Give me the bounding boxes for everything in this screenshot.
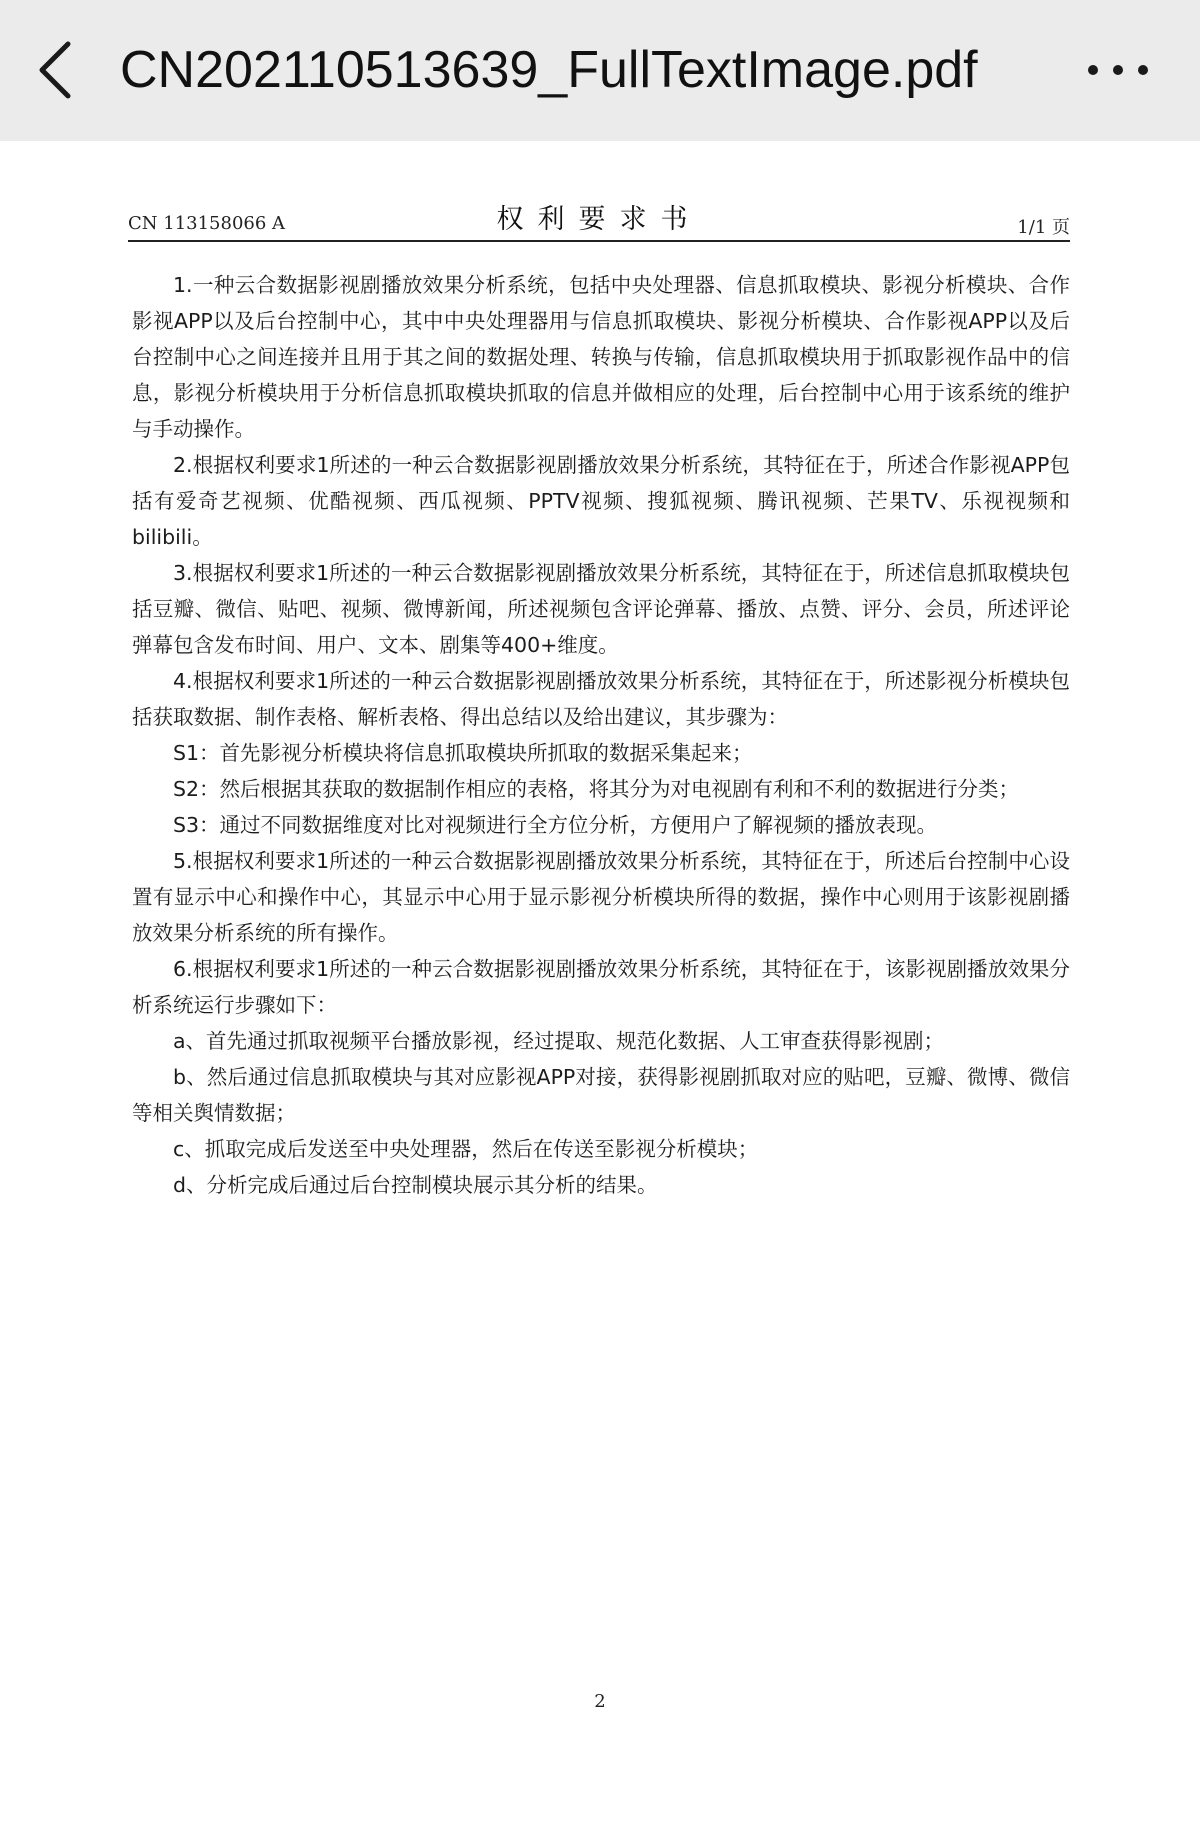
claim-paragraph: 4.根据权利要求1所述的一种云合数据影视剧播放效果分析系统，其特征在于，所述影视分析模块包括获取数据、制作表格、解析表格、得出总结以及给出建议，其步骤为： <box>132 669 1070 729</box>
document-title: 权利要求书 <box>496 204 702 235</box>
top-bar <box>0 0 1200 141</box>
more-options-button[interactable] <box>1076 40 1176 100</box>
back-button[interactable] <box>30 30 92 110</box>
file-name-title: CN202110513639_FullTextImage.pdf <box>120 41 978 99</box>
claim-paragraph: 6.根据权利要求1所述的一种云合数据影视剧播放效果分析系统，其特征在于，该影视剧播放效果分析系统运行步骤如下： <box>132 957 1070 1017</box>
more-horizontal-icon <box>1076 40 1176 100</box>
document-header <box>128 197 1070 237</box>
chevron-left-icon <box>30 30 92 110</box>
claim-paragraph: 3.根据权利要求1所述的一种云合数据影视剧播放效果分析系统，其特征在于，所述信息抓取模块包括豆瓣、微信、贴吧、视频、微博新闻，所述视频包含评论弹幕、播放、点赞、评分、会员，所述评论弹幕包含发布时间、用户、文本、剧集等400+维度。 <box>132 561 1070 657</box>
claim-step: S2：然后根据其获取的数据制作相应的表格，将其分为对电视剧有利和不利的数据进行分类； <box>173 777 1020 801</box>
claim-step: S1：首先影视分析模块将信息抓取模块所抓取的数据采集起来； <box>173 741 753 765</box>
claim-paragraph: 2.根据权利要求1所述的一种云合数据影视剧播放效果分析系统，其特征在于，所述合作影视APP包括有爱奇艺视频、优酷视频、西瓜视频、PPTV视频、搜狐视频、腾讯视频、芒果TV、乐视视频和bilibili。 <box>132 453 1070 549</box>
publication-number: CN 113158066 A <box>128 213 286 234</box>
claim-step: d、分析完成后通过后台控制模块展示其分析的结果。 <box>173 1173 658 1197</box>
claim-paragraph: 1.一种云合数据影视剧播放效果分析系统，包括中央处理器、信息抓取模块、影视分析模块、合作影视APP以及后台控制中心，其中中央处理器用与信息抓取模块、影视分析模块、合作影视APP以及后台控制中心之间连接并且用于其之间的数据处理、转换与传输，信息抓取模块用于抓取影视作品中的信息，影视分析模块用于分析信息抓取模块抓取的信息并做相应的处理，后台控制中心用于该系统的维护与手动操作。 <box>132 273 1070 441</box>
claims-body <box>132 267 1070 1203</box>
claim-step: S3：通过不同数据维度对比对视频进行全方位分析，方便用户了解视频的播放表现。 <box>173 813 938 837</box>
page-count: 1/1 页 <box>1017 217 1070 238</box>
claim-paragraph: 5.根据权利要求1所述的一种云合数据影视剧播放效果分析系统，其特征在于，所述后台控制中心设置有显示中心和操作中心，其显示中心用于显示影视分析模块所得的数据，操作中心则用于该影视剧播放效果分析系统的所有操作。 <box>132 849 1070 945</box>
claim-step: a、首先通过抓取视频平台播放影视，经过提取、规范化数据、人工审查获得影视剧； <box>173 1029 945 1053</box>
claim-step: b、然后通过信息抓取模块与其对应影视APP对接，获得影视剧抓取对应的贴吧，豆瓣、微博、微信等相关舆情数据； <box>132 1065 1070 1125</box>
header-divider <box>128 240 1070 242</box>
pdf-page[interactable] <box>0 141 1200 1822</box>
claim-step: c、抓取完成后发送至中央处理器，然后在传送至影视分析模块； <box>173 1137 759 1161</box>
page-number: 2 <box>594 1691 606 1712</box>
